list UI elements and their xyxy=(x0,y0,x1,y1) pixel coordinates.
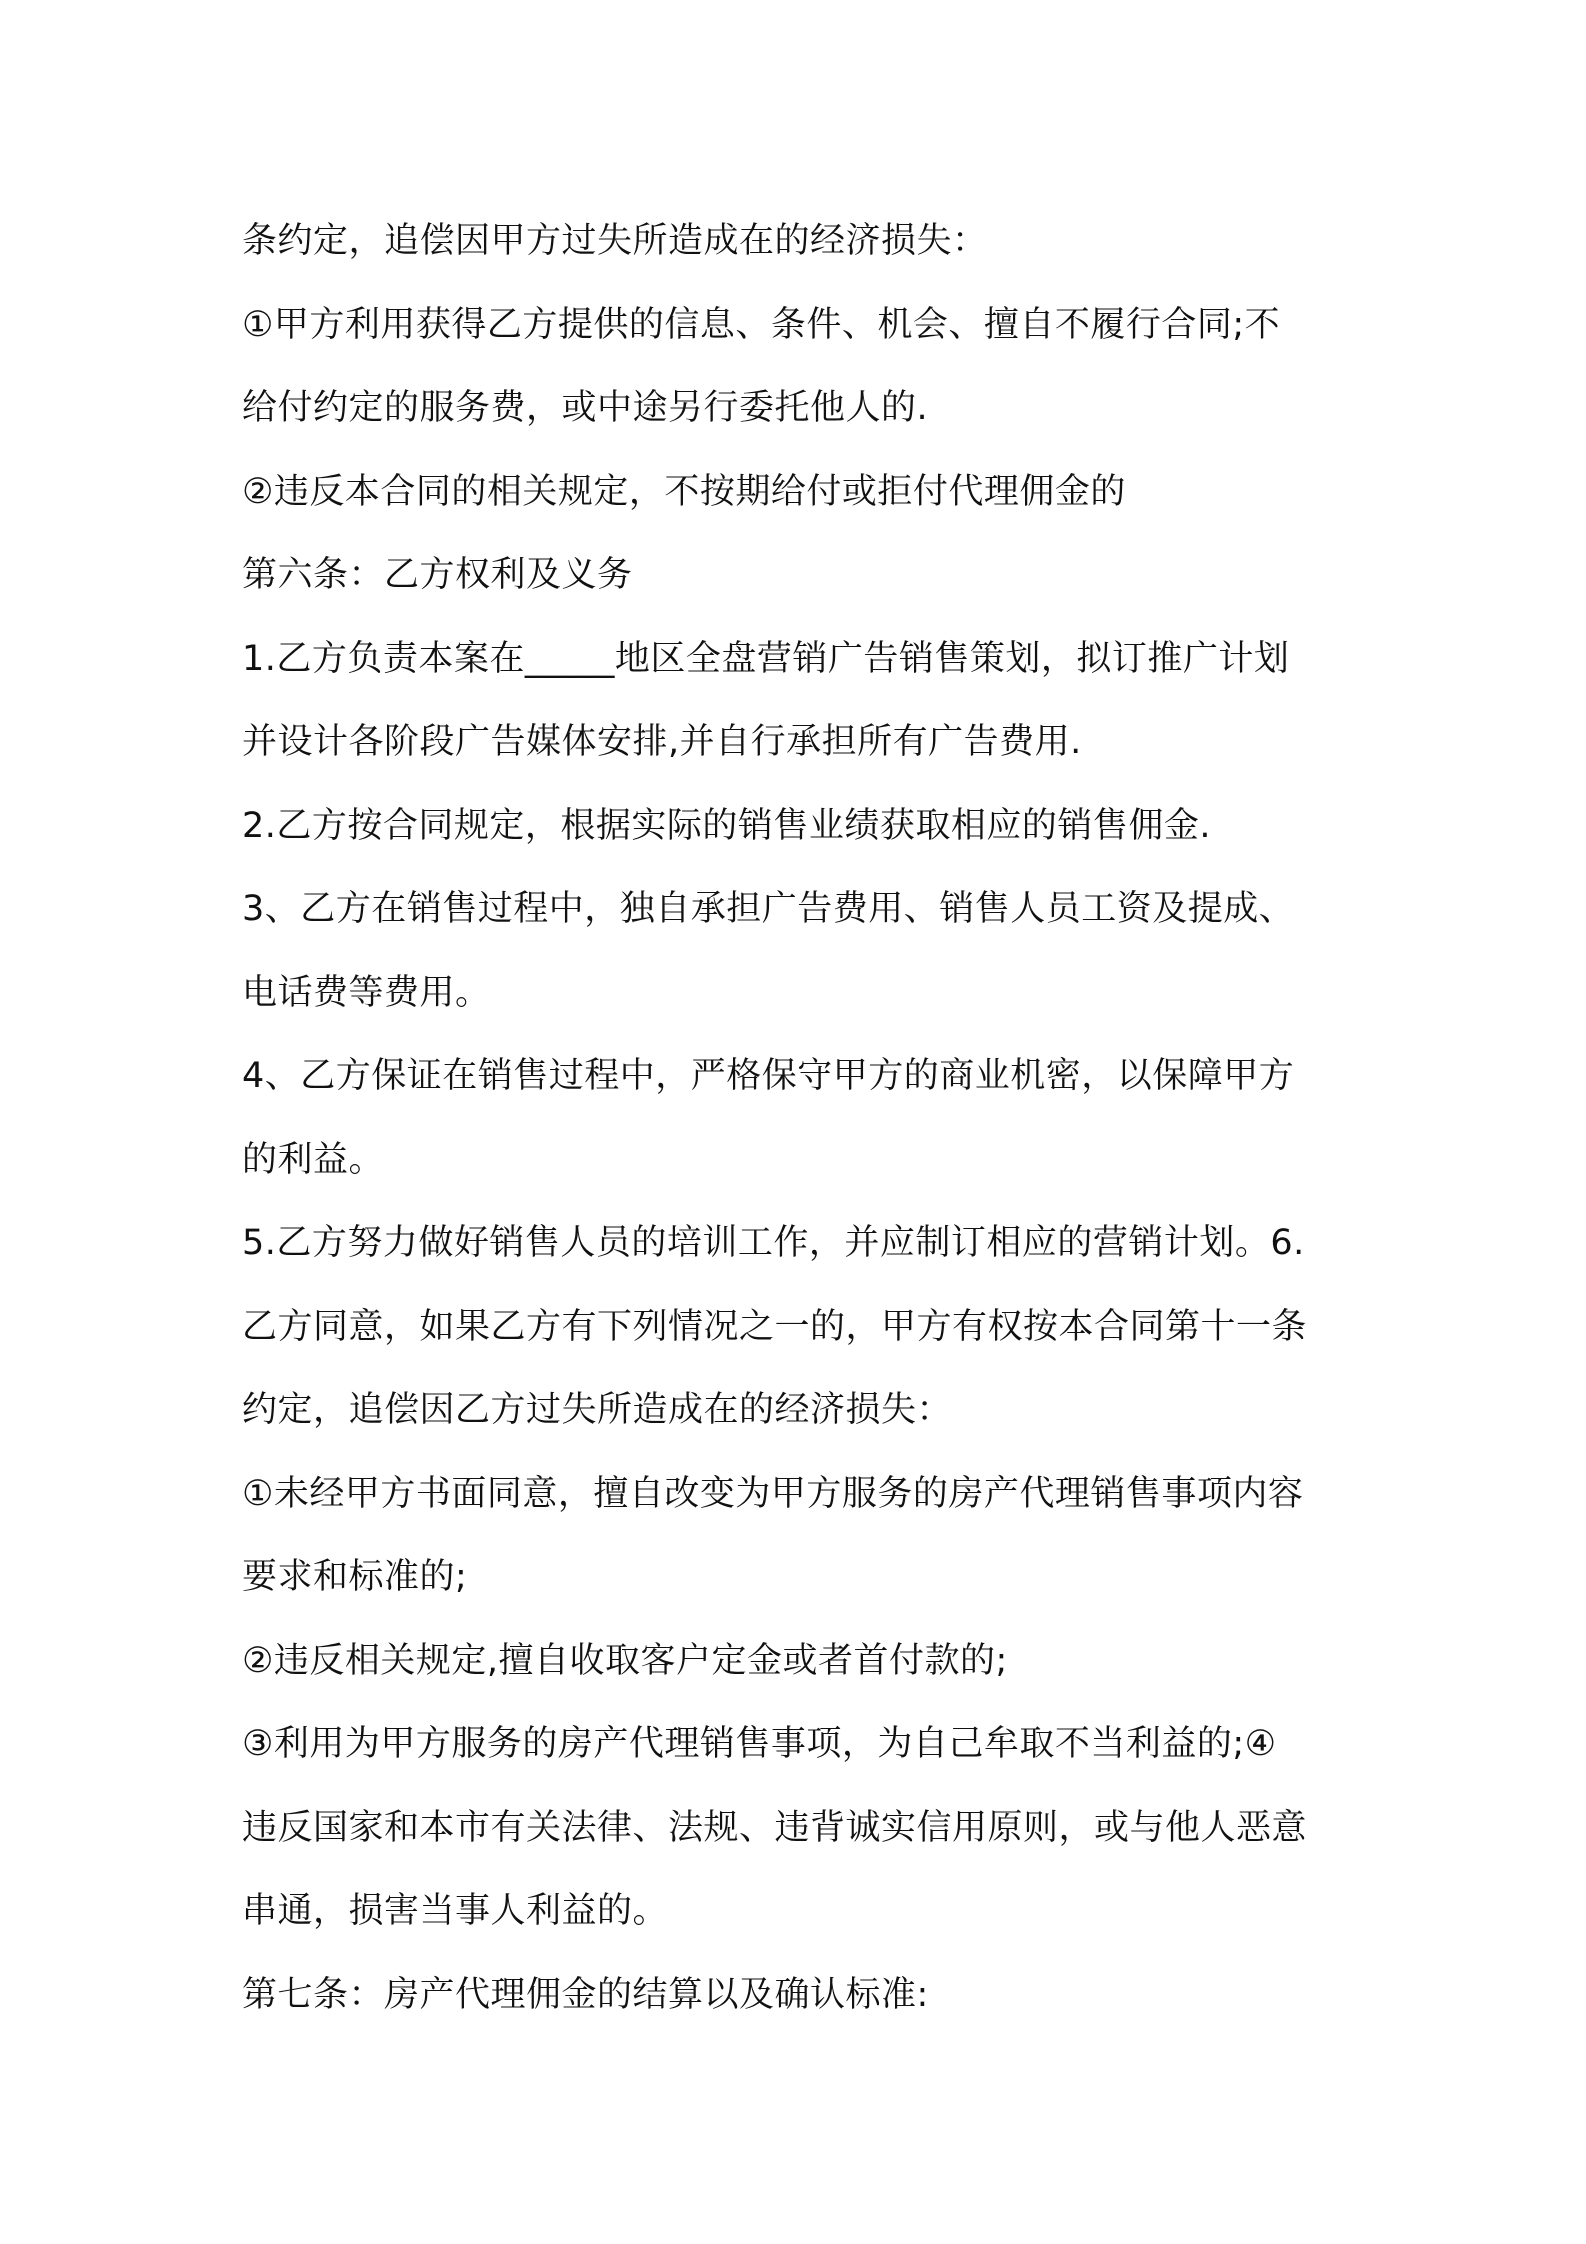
text-line: ①未经甲方书面同意，擅自改变为甲方服务的房产代理销售事项内容 xyxy=(242,1473,1304,1514)
document-body xyxy=(242,200,1362,2037)
text-line: 2.乙方按合同规定，根据实际的销售业绩获取相应的销售佣金. xyxy=(242,805,1212,846)
text-line: 1.乙方负责本案在_____地区全盘营销广告销售策划，拟订推广计划 xyxy=(242,638,1290,679)
text-line: ②违反相关规定,擅自收取客户定金或者首付款的; xyxy=(242,1640,1008,1681)
text-line: 5.乙方努力做好销售人员的培训工作，并应制订相应的营销计划。6. xyxy=(242,1223,1305,1263)
text-line: 电话费等费用。 xyxy=(242,972,491,1013)
text-line: 3、乙方在销售过程中，独自承担广告费用、销售人员工资及提成、 xyxy=(242,889,1295,929)
text-line: ②违反本合同的相关规定，不按期给付或拒付代理佣金的 xyxy=(242,471,1126,512)
text-line: 乙方同意，如果乙方有下列情况之一的，甲方有权按本合同第十一条 xyxy=(242,1306,1308,1347)
text-line: 的利益。 xyxy=(242,1139,385,1180)
text-line: 条约定，追偿因甲方过失所造成在的经济损失： xyxy=(242,221,988,261)
text-line: 给付约定的服务费，或中途另行委托他人的. xyxy=(242,388,929,428)
section-heading: 第六条：乙方权利及义务 xyxy=(242,555,633,595)
section-heading: 第七条：房产代理佣金的结算以及确认标准: xyxy=(242,1974,929,2015)
text-line: 4、乙方保证在销售过程中，严格保守甲方的商业机密，以保障甲方 xyxy=(242,1056,1295,1096)
text-line: ③利用为甲方服务的房产代理销售事项，为自己牟取不当利益的;④ xyxy=(242,1724,1277,1764)
text-line: 约定，追偿因乙方过失所造成在的经济损失： xyxy=(242,1390,953,1430)
text-line: 并设计各阶段广告媒体安排,并自行承担所有广告费用. xyxy=(242,722,1082,762)
text-line: ①甲方利用获得乙方提供的信息、条件、机会、擅自不履行合同;不 xyxy=(242,304,1281,345)
text-line: 违反国家和本市有关法律、法规、违背诚实信用原则，或与他人恶意 xyxy=(242,1807,1308,1848)
text-line: 要求和标准的; xyxy=(242,1557,468,1597)
text-line: 串通，损害当事人利益的。 xyxy=(242,1891,669,1931)
